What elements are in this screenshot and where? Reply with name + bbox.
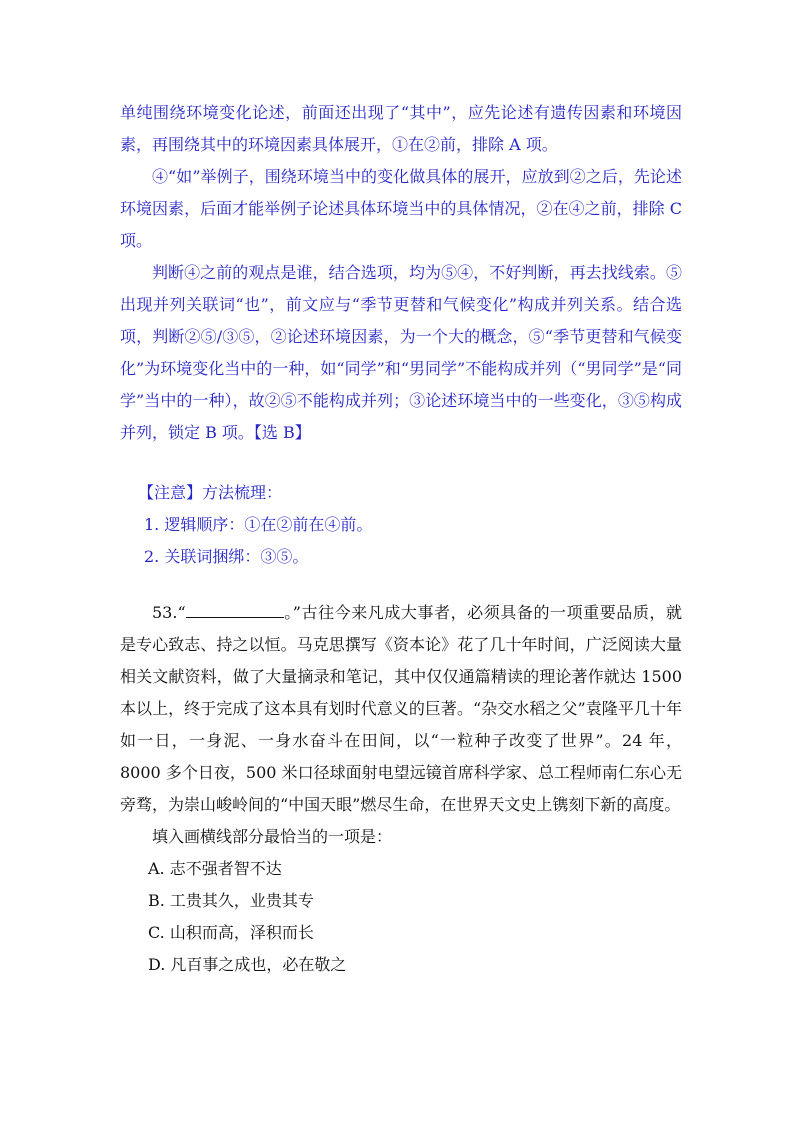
option-a: A. 志不强者智不达	[148, 859, 282, 878]
note-item-1: 1. 逻辑顺序：①在②前在④前。	[144, 515, 373, 534]
question-stem-body: 。”古往今来凡成大事者，必须具备的一项重要品质，就是专心致志、持之以恒。马克思撰写《资本论》花了几十年时间，广泛阅读大量相关文献资料，做了大量摘录和笔记，其中仅仅通篇精读的理论著作就达 1500 本以上，终于完成了这本具有划时代意义的巨著。“杂交水稻之父”袁隆平几十年如一日，一身泥、一身水奋斗在田间，以“一粒种子改变了世界”。24 年，8000 多个日夜，500 米口径球面射电望远镜首席科学家、总工程师南仁东心无旁骛，为崇山峻岭间的“中国天眼”燃尽生命，在世界天文史上镌刻下新的高度。	[120, 603, 682, 814]
option-d: D. 凡百事之成也，必在敬之	[148, 955, 347, 974]
explanation-paragraph-3: 判断④之前的观点是谁，结合选项，均为⑤④，不好判断，再去找线索。⑤出现并列关联词“也”，前文应与“季节更替和气候变化”构成并列关系。结合选项，判断②⑤/③⑤，②论述环境因素，为一个大的概念，⑤“季节更替和气候变化”为环境变化当中的一种，如“同学”和“男同学”不能构成并列（“男同学”是“同学”当中的一种），故②⑤不能构成并列；③论述环境当中的一些变化，③⑤构成并列，锁定 B 项。【选 B】	[120, 263, 682, 442]
question-stem	[120, 597, 682, 821]
note-title: 【注意】方法梳理：	[138, 483, 283, 502]
explanation-paragraph-2: ④“如”举例子，围绕环境当中的变化做具体的展开，应放到②之后，先论述环境因素，后面才能举例子论述具体环境当中的具体情况，②在④之前，排除 C 项。	[120, 167, 682, 250]
note-item-2: 2. 关联词捆绑：③⑤。	[144, 547, 309, 566]
explanation-section	[120, 97, 682, 449]
note-section	[120, 477, 682, 573]
option-c: C. 山积而高，泽积而长	[148, 923, 314, 942]
answer-blank	[186, 603, 284, 618]
explanation-paragraph-1: 单纯围绕环境变化论述，前面还出现了“其中”，应先论述有遗传因素和环境因素，再围绕其中的环境因素具体展开，①在②前，排除 A 项。	[120, 103, 682, 154]
question-number: 53.“	[152, 603, 186, 622]
question-prompt: 填入画横线部分最恰当的一项是：	[152, 827, 393, 846]
option-b: B. 工贵其久，业贵其专	[148, 891, 314, 910]
question-section	[120, 597, 682, 981]
